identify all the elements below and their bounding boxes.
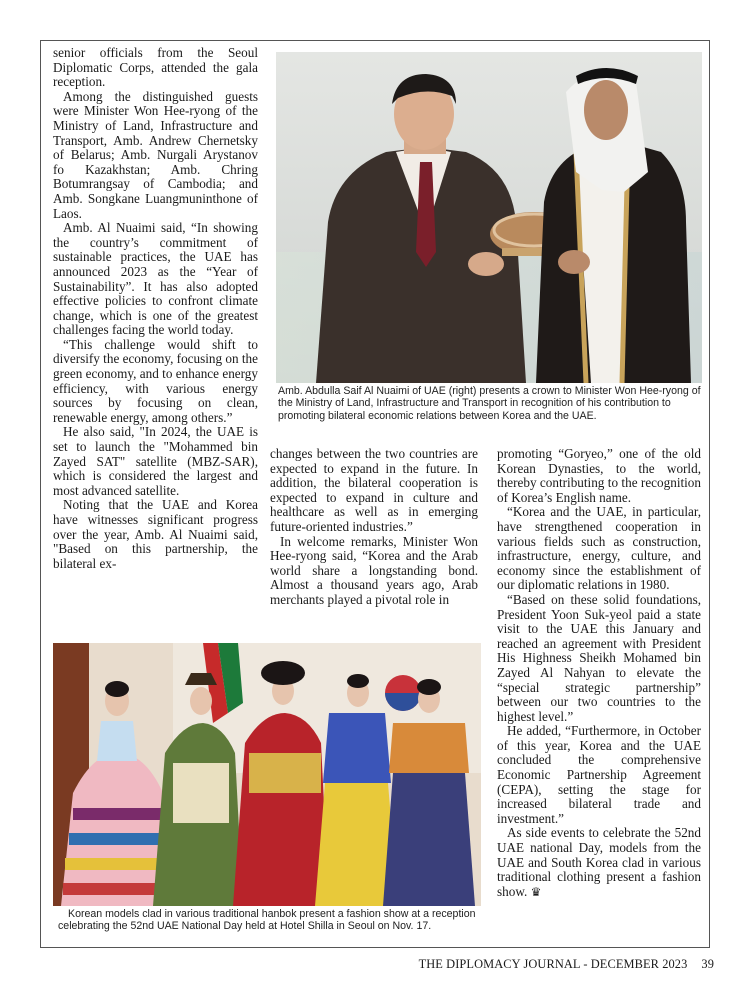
award-presentation-photo [276, 52, 702, 383]
paragraph-text: As side events to celebrate the 52nd UAE national Day, models from the UAE and South Korea clad in various traditional clothing present a fashion show. [497, 825, 701, 899]
bottom-photo-caption: Korean models clad in various traditional hanbok present a fashion show at a reception celebrating the 52nd UAE National Day held at Hotel Shilla in Seoul on Nov. 17. [58, 908, 476, 933]
page-number: 39 [701, 957, 714, 971]
hanbok-fashion-show-photo [53, 643, 481, 906]
page-footer [419, 957, 714, 972]
paragraph: “Based on these solid foundations, President Yoon Suk-yeol paid a state visit to the UAE this January and reached an agreement with President His Highness Sheikh Mohamed bin Zayed Al Nahyan to elevate the “special strategic partnership” between our two countries to the highest level.” [497, 591, 701, 724]
paragraph: “This challenge would shift to diversify the economy, focusing on the green economy, and to enhance energy efficiency, with various energy sources by focusing on clean, renewable energy, among others.” [53, 336, 258, 425]
article-column-3 [497, 447, 701, 947]
paragraph [497, 826, 701, 899]
paragraph: Among the distinguished guests were Minister Won Hee-ryong of the Ministry of Land, Infrastructure and Transport, Amb. Andrew Chernetsky of Belarus; Amb. Nurgali Arystanov fo Kazakhstan; Amb. Chring Botumrangsay of Cambodia; and Amb. Songkane Luangmuninthone of Laos. [53, 88, 258, 221]
paragraph: In welcome remarks, Minister Won Hee-ryong said, “Korea and the Arab world share a longstanding bond. Almost a thousand years ago, Arab merchants played a pivotal role in [270, 533, 478, 607]
paragraph: He also said, "In 2024, the UAE is set to launch the "Mohammed bin Zayed SAT" satellite (MBZ-SAR), which is considered the largest and most advanced satellite. [53, 424, 258, 498]
article-column-2 [270, 447, 478, 637]
paragraph: Amb. Al Nuaimi said, “In showing the country’s commitment of sustainable practices, the UAE has announced 2023 as the “Year of Sustainability”. It has also adopted effective policies to confront climate change, which is one of the greatest challenges facing the world today. [53, 220, 258, 338]
top-photo-caption: Amb. Abdulla Saif Al Nuaimi of UAE (right) presents a crown to Minister Won Hee-ryong of the Ministry of Land, Infrastructure and Transport in recognition of his contribution to promoting bilateral economic relations between Korea and the UAE. [278, 385, 701, 422]
paragraph: changes between the two countries are expected to expand in the future. In addition, the bilateral cooperation is expected to expand in culture and healthcare as well as in emerging future-oriented industries.” [270, 447, 478, 534]
end-mark-icon: ♛ [530, 884, 542, 899]
article-column-1 [53, 46, 258, 634]
paragraph: He added, “Furthermore, in October of this year, Korea and the UAE concluded the comprehensive Economic Partnership Agreement (CEPA), setting the stage for increased bilateral trade and investment.” [497, 723, 701, 826]
paragraph: promoting “Goryeo,” one of the old Korean Dynasties, to the world, thereby contributing to the recognition of Korea’s English name. [497, 447, 701, 505]
paragraph: senior officials from the Seoul Diplomatic Corps, attended the gala reception. [53, 46, 258, 90]
publication-name: THE DIPLOMACY JOURNAL - DECEMBER 2023 [418, 957, 688, 971]
paragraph: Noting that the UAE and Korea have witnesses significant progress over the year, Amb. Al Nuaimi said, "Based on this partnership, the bilateral ex- [53, 497, 258, 571]
paragraph: “Korea and the UAE, in particular, have strengthened cooperation in various fields such as construction, infrastructure, energy, culture, and economy since the establishment of our diplomatic relations in 1980. [497, 504, 701, 593]
